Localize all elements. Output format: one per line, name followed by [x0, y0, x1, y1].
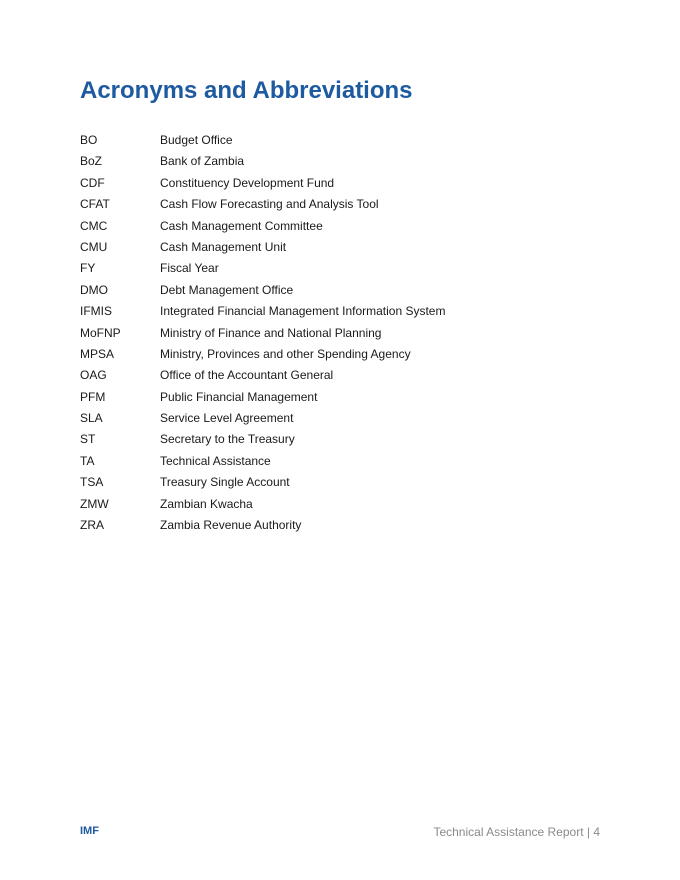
- acronym-abbr: CMC: [80, 218, 108, 233]
- acronym-abbr: CMU: [80, 239, 108, 254]
- acronym-abbr: MoFNP: [80, 325, 121, 340]
- acronym-row: [80, 151, 600, 172]
- acronym-abbr: BoZ: [80, 154, 103, 169]
- acronym-row: [80, 451, 600, 472]
- acronym-abbr: MPSA: [80, 346, 115, 361]
- acronym-abbr: SLA: [80, 411, 103, 426]
- acronym-abbr: OAG: [80, 368, 107, 383]
- acronym-abbr: FY: [80, 261, 96, 276]
- acronym-row: [80, 408, 600, 429]
- acronym-meaning: Constituency Development Fund: [160, 175, 335, 190]
- acronym-abbr: TA: [80, 453, 95, 468]
- acronym-row: [80, 280, 600, 301]
- acronym-row: [80, 515, 600, 536]
- acronym-meaning: Bank of Zambia: [160, 154, 245, 169]
- acronym-row: [80, 130, 600, 151]
- acronym-row: [80, 494, 600, 515]
- acronym-row: [80, 323, 600, 344]
- page-title: Acronyms and Abbreviations: [80, 77, 413, 104]
- acronym-abbr: BO: [80, 133, 98, 147]
- acronym-abbr: ZMW: [80, 496, 109, 511]
- acronym-meaning: Public Financial Management: [160, 389, 318, 404]
- acronym-meaning: Fiscal Year: [160, 261, 219, 276]
- acronym-meaning: Ministry, Provinces and other Spending Agency: [160, 346, 411, 361]
- acronym-meaning: Cash Management Unit: [160, 239, 287, 254]
- acronym-abbr: ST: [80, 432, 96, 447]
- acronym-abbr: CFAT: [80, 197, 110, 212]
- acronym-meaning: Office of the Accountant General: [160, 368, 334, 383]
- acronym-meaning: Integrated Financial Management Information System: [160, 304, 446, 319]
- acronym-row: [80, 472, 600, 493]
- acronym-abbr: DMO: [80, 282, 108, 297]
- acronym-meaning: Treasury Single Account: [160, 475, 290, 490]
- footer-report-label: Technical Assistance Report | 4: [433, 825, 600, 839]
- acronym-abbr: IFMIS: [80, 304, 112, 319]
- acronym-meaning: Secretary to the Treasury: [160, 432, 295, 447]
- acronym-meaning: Debt Management Office: [160, 282, 294, 297]
- acronym-row: [80, 237, 600, 258]
- acronym-meaning: Cash Flow Forecasting and Analysis Tool: [160, 197, 379, 212]
- acronym-meaning: Service Level Agreement: [160, 411, 294, 426]
- acronym-row: [80, 429, 600, 450]
- acronym-meaning: Zambian Kwacha: [160, 496, 253, 511]
- acronym-row: [80, 258, 600, 279]
- acronym-meaning: Technical Assistance: [160, 453, 271, 468]
- acronym-abbr: CDF: [80, 175, 105, 190]
- acronym-row: [80, 216, 600, 237]
- acronym-row: [80, 365, 600, 386]
- acronym-row: [80, 194, 600, 215]
- acronym-abbr: ZRA: [80, 518, 104, 533]
- acronym-abbr: TSA: [80, 475, 104, 490]
- acronym-meaning: Cash Management Committee: [160, 218, 323, 233]
- acronym-meaning: Budget Office: [160, 133, 233, 147]
- imf-logo: IMF: [80, 825, 99, 837]
- acronym-abbr: PFM: [80, 389, 106, 404]
- acronym-meaning: Zambia Revenue Authority: [160, 518, 302, 533]
- acronym-row: [80, 344, 600, 365]
- acronym-meaning: Ministry of Finance and National Planning: [160, 325, 382, 340]
- acronym-row: [80, 173, 600, 194]
- acronym-row: [80, 301, 600, 322]
- acronym-row: [80, 387, 600, 408]
- acronym-list: [80, 130, 600, 536]
